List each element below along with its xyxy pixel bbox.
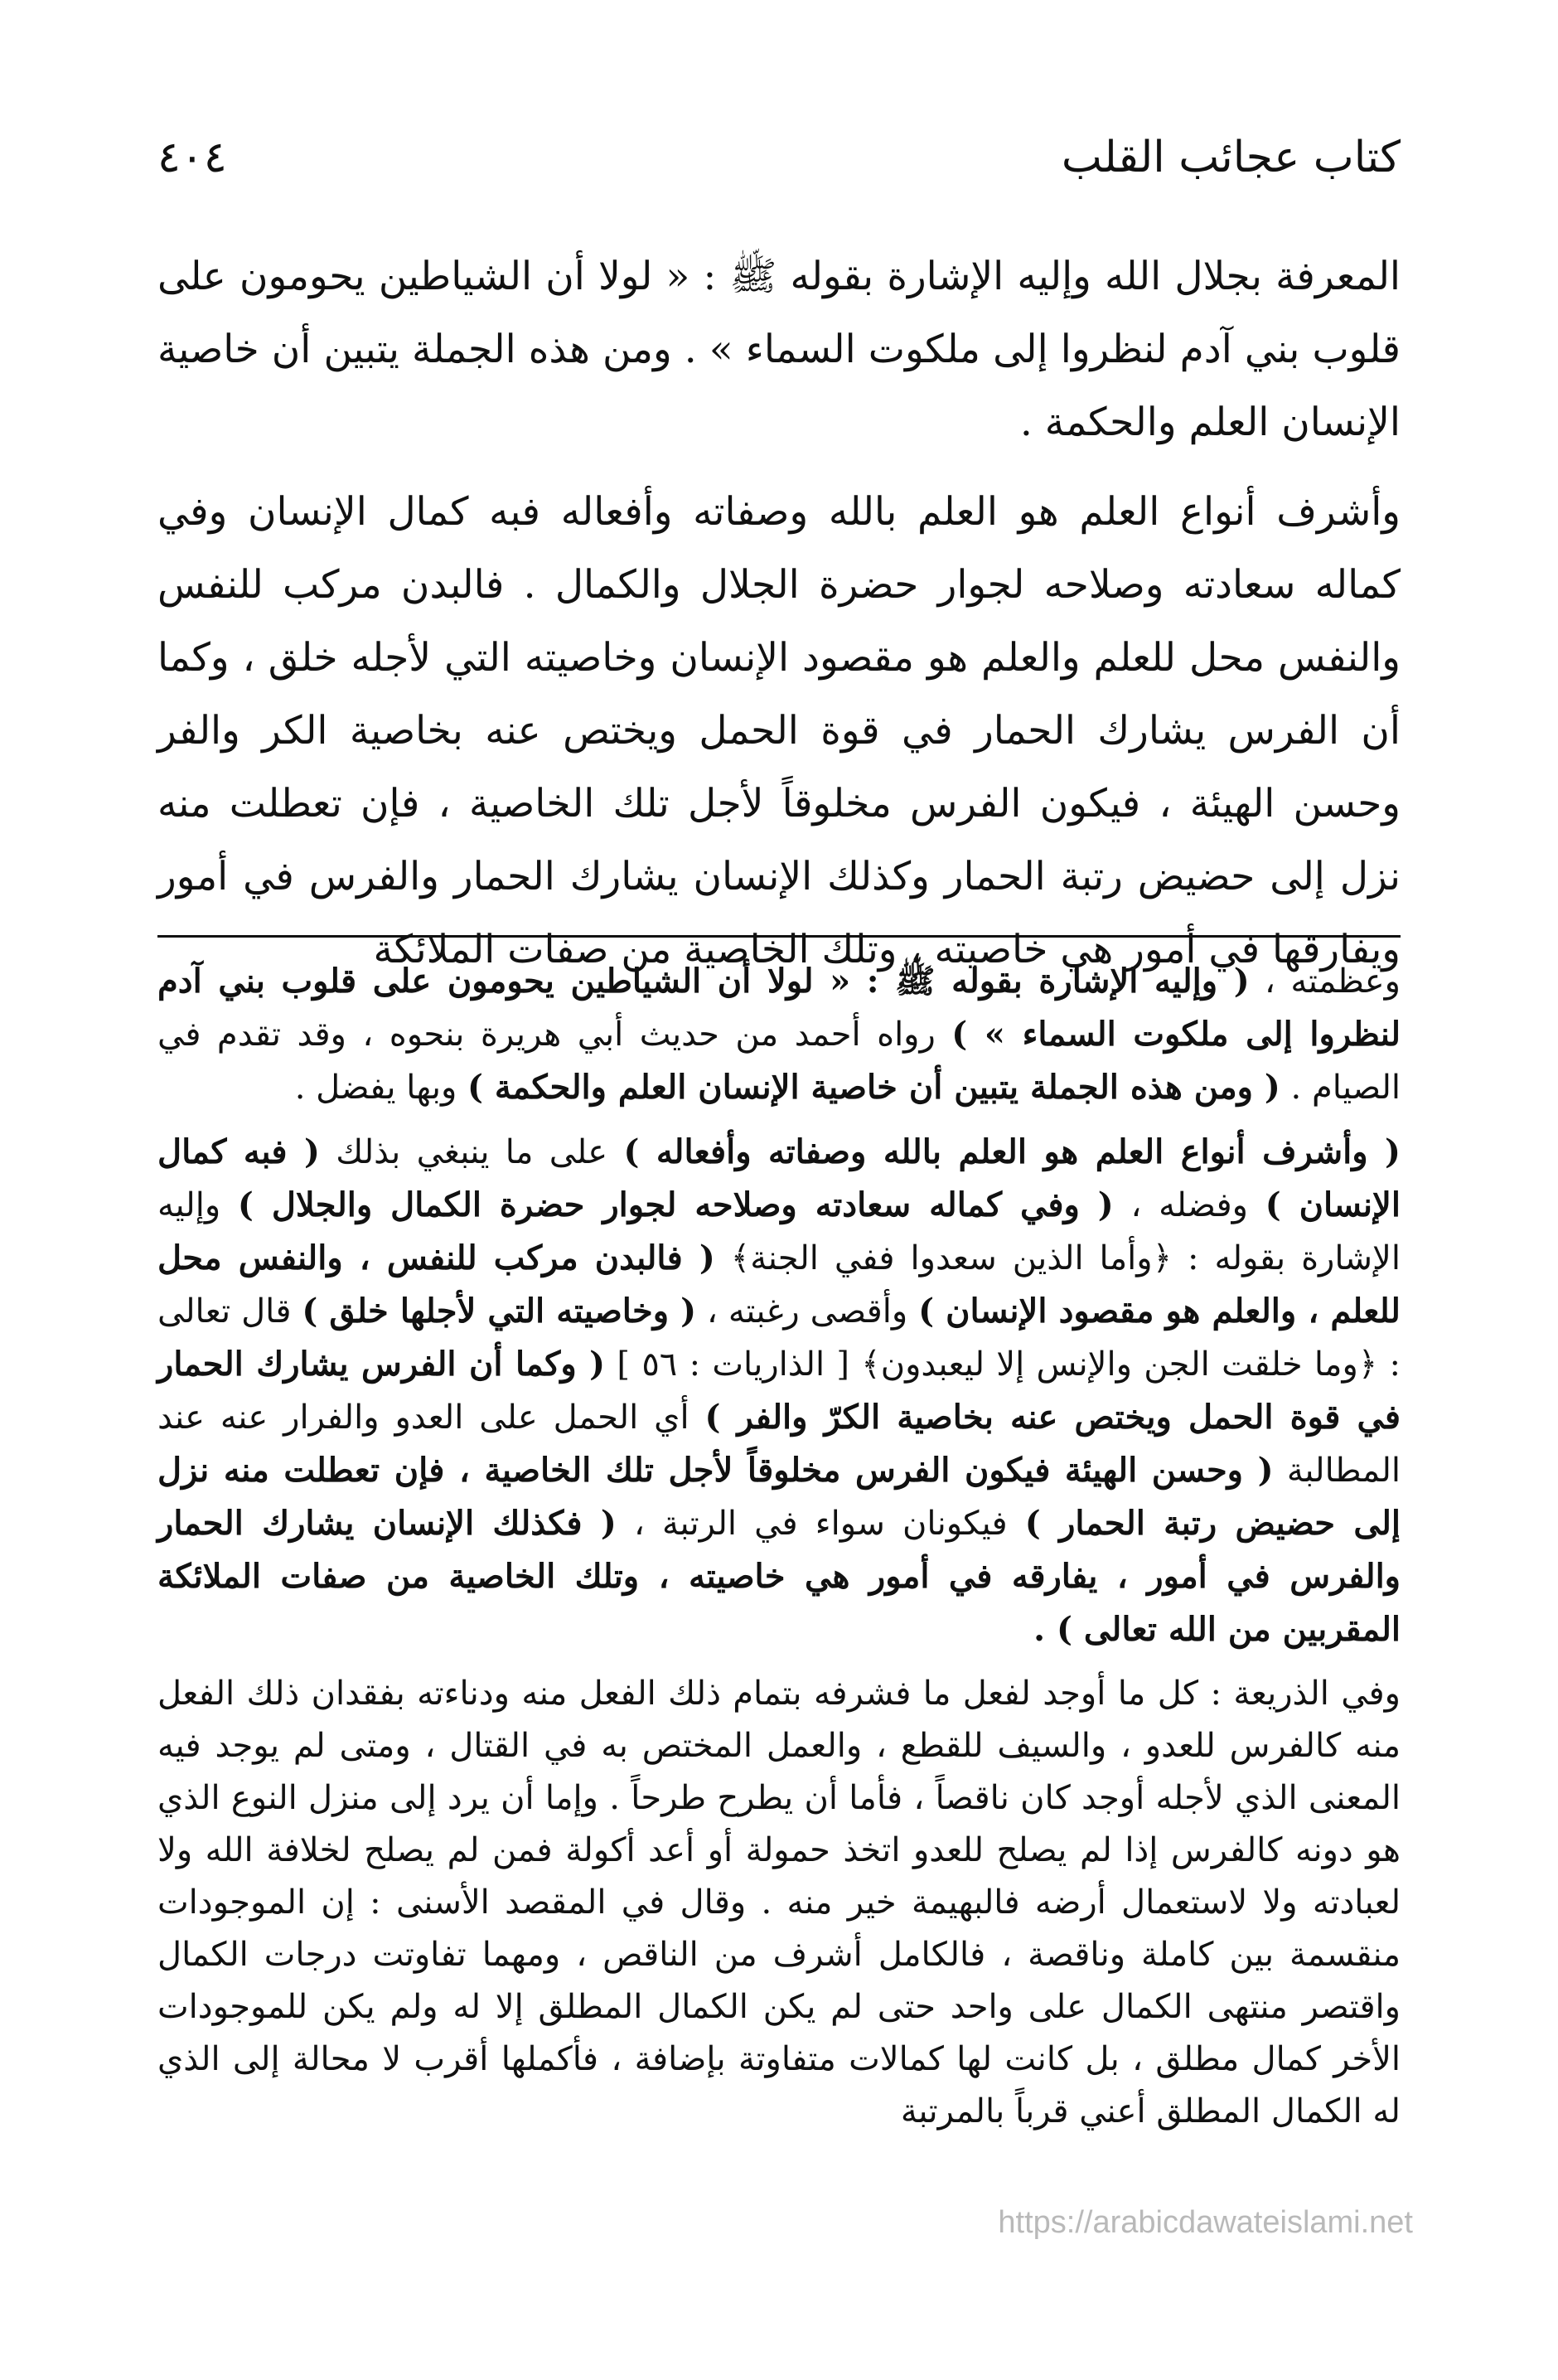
quoted-matn: ( ومن هذه الجملة يتبين أن خاصية الإنسان العلم والحكمة )	[467, 1068, 1280, 1107]
book-title: كتاب عجائب القلب	[1061, 133, 1401, 182]
commentary-text: قال تعالى : ﴿وما خلقت الجن والإنس إلا ليعبدون﴾ [ الذاريات : ٥٦ ]	[157, 1292, 1401, 1384]
main-text	[157, 240, 1401, 986]
watermark-url: https://arabicdawateislami.net	[998, 2205, 1413, 2240]
quoted-matn: ( وكما أن الفرس يشارك الحمار في قوة الحمل ويختص عنه بخاصية الكرّ والفر )	[157, 1345, 1401, 1437]
quoted-matn: ( فكذلك الإنسان يشارك الحمار والفرس في أمور ، يفارقه في أمور هي خاصيته ، وتلك الخاصية من صفات الملائكة المقربين من الله تعالى ) .	[157, 1504, 1401, 1649]
quoted-matn: ( فبه كمال الإنسان )	[157, 1132, 1401, 1224]
quoted-matn: ( وفي كماله سعادته وصلاحه لجوار حضرة الكمال والجلال )	[237, 1185, 1114, 1224]
commentary-paragraph-3: وفي الذريعة : كل ما أوجد لفعل ما فشرفه بتمام ذلك الفعل منه ودناءته بفقدان ذلك الفعل منه كالفرس للعدو ، والسيف للقطع ، والعمل المختص به في القتال ، ومتى لم يوجد فيه المعنى الذي لأجله أوجد كان ناقصاً ، فأما أن يطرح طرحاً . وإما أن يرد إلى منزل النوع الذي هو دونه كالفرس إذا لم يصلح للعدو اتخذ حمولة أو أعد أكولة فمن لم يصلح لخلافة الله ولا لعبادته ولا لاستعمال أرضه فالبهيمة خير منه . وقال في المقصد الأسنى : إن الموجودات منقسمة بين كاملة وناقصة ، فالكامل أشرف من الناقص ، ومهما تفاوتت درجات الكمال واقتصر منتهى الكمال على واحد حتى لم يكن الكمال المطلق إلا له ولم يكن للموجودات الأخر كمال مطلق ، بل كانت لها كمالات متفاوتة بإضافة ، فأكملها أقرب لا محالة إلى الذي له الكمال المطلق أعني قرباً بالمرتبة	[157, 1675, 1401, 2130]
commentary-text: وإليه الإشارة بقوله : ﴿وأما الذين سعدوا ففي الجنة﴾	[157, 1186, 1401, 1277]
commentary-text: رواه أحمد من حديث أبي هريرة بنحوه ، وقد تقدم في الصيام .	[157, 1015, 1401, 1107]
page-number: ٤٠٤	[157, 133, 227, 182]
commentary-text: أي الحمل على العدو والفرار عنه عند المطالبة	[157, 1398, 1401, 1490]
commentary-text: وفضله ،	[1113, 1186, 1265, 1224]
commentary-text: وبها يفضل .	[294, 1069, 468, 1107]
commentary-paragraph-2	[157, 1126, 1401, 1656]
quoted-matn: ( وحسن الهيئة فيكون الفرس مخلوقاً لأجل تلك الخاصية ، فإن تعطلت منه نزل إلى حضيض رتبة الحمار )	[157, 1451, 1401, 1543]
page-header	[157, 124, 1401, 191]
quoted-matn: ( وإليه الإشارة بقوله ﷺ : « لولا أن الشياطين يحومون على قلوب بني آدم لنظروا إلى ملكوت السماء » )	[157, 962, 1401, 1054]
commentary-text: فيكونان سواء في الرتبة ،	[616, 1505, 1025, 1543]
commentary-text: وعظمته ،	[1249, 962, 1401, 1001]
commentary-text: على ما ينبغي بذلك	[319, 1133, 624, 1171]
quoted-matn: ( وخاصيته التي لأجلها خلق )	[302, 1292, 697, 1331]
quoted-matn: ( فالبدن مركب للنفس ، والنفس محل للعلم ، والعلم هو مقصود الإنسان )	[157, 1238, 1401, 1331]
main-paragraph-1: المعرفة بجلال الله وإليه الإشارة بقوله ﷺ : « لولا أن الشياطين يحومون على قلوب بني آدم لنظروا إلى ملكوت السماء » . ومن هذه الجملة يتبين أن خاصية الإنسان العلم والحكمة .	[157, 254, 1401, 445]
quoted-matn: ( وأشرف أنواع العلم هو العلم بالله وصفاته وأفعاله )	[623, 1132, 1401, 1171]
main-paragraph-2: وأشرف أنواع العلم هو العلم بالله وصفاته وأفعاله فبه كمال الإنسان وفي كماله سعادته وصلاحه لجوار حضرة الجلال والكمال . فالبدن مركب للنفس والنفس محل للعلم والعلم هو مقصود الإنسان وخاصيته التي لأجله خلق ، وكما أن الفرس يشارك الحمار في قوة الحمل ويختص عنه بخاصية الكر والفر وحسن الهيئة ، فيكون الفرس مخلوقاً لأجل تلك الخاصية ، فإن تعطلت منه نزل إلى حضيض رتبة الحمار وكذلك الإنسان يشارك الحمار والفرس في أمور ويفارقها في أمور هي خاصيته ، وتلك الخاصية من صفات الملائكة	[157, 489, 1401, 972]
commentary	[157, 955, 1401, 2138]
commentary-text: وأقصى رغبته ،	[696, 1292, 919, 1331]
footnote-divider	[157, 935, 1401, 938]
commentary-paragraph-1	[157, 955, 1401, 1114]
